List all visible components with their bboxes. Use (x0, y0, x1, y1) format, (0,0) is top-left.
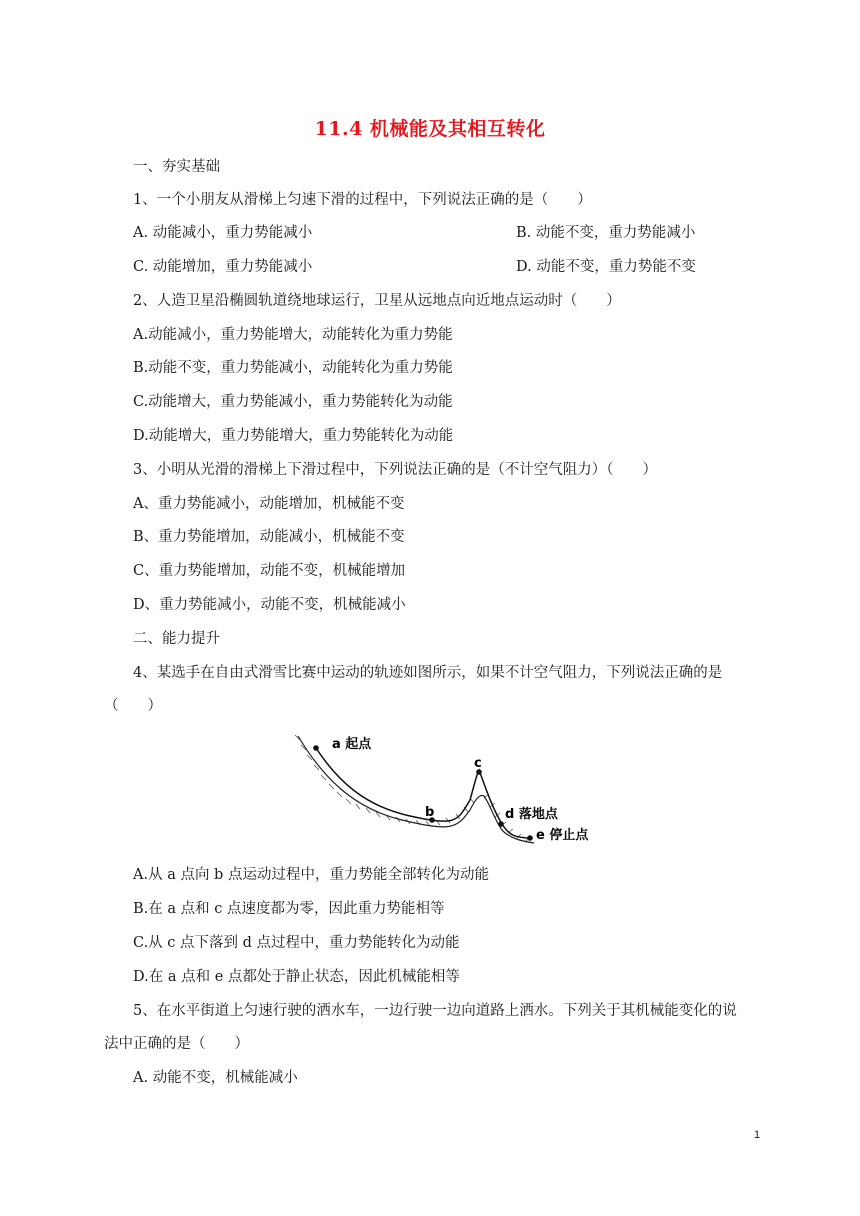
point-d-marker (498, 821, 504, 827)
question-2-stem: 2、人造卫星沿椭圆轨道绕地球运行，卫星从远地点向近地点运动时（ ） (133, 293, 621, 309)
section-heading-advanced: 二、能力提升 (133, 631, 220, 647)
question-4-option-d: D.在 a 点和 e 点都处于静止状态，因此机械能相等 (133, 969, 460, 985)
label-a-start: a 起点 (332, 737, 372, 752)
question-5-stem-line-1: 5、在水平街道上匀速行驶的洒水车，一边行驶一边向道路上洒水。下列关于其机械能变化的说 (133, 1003, 737, 1019)
question-1-option-a: A. 动能减小，重力势能减小 (133, 225, 313, 241)
point-e-marker (527, 835, 533, 841)
ski-track-figure (292, 728, 612, 852)
label-b: b (425, 805, 435, 820)
point-a-marker (313, 745, 319, 751)
question-3-option-b: B、重力势能增加，动能减小，机械能不变 (133, 529, 405, 545)
ground-line (298, 736, 534, 843)
section-heading-basic: 一、夯实基础 (133, 159, 220, 175)
label-d-landing: d 落地点 (505, 807, 558, 822)
page-number: 1 (754, 1129, 761, 1141)
label-e-stop: e 停止点 (536, 828, 589, 843)
question-1-options-row-2 (133, 258, 696, 276)
question-5-stem-line-2: 法中正确的是（ ） (104, 1036, 249, 1052)
question-1-stem: 1、一个小朋友从滑梯上匀速下滑的过程中，下列说法正确的是（ ） (133, 192, 592, 208)
question-1-option-d: D. 动能不变，重力势能不变 (516, 259, 696, 275)
question-4-option-c: C.从 c 点下落到 d 点过程中，重力势能转化为动能 (133, 935, 460, 951)
page-title: 11.4 机械能及其相互转化 (314, 118, 546, 140)
question-3-stem: 3、小明从光滑的滑梯上下滑过程中，下列说法正确的是（不计空气阻力）（ ） (133, 462, 657, 478)
question-1-options-row-1 (133, 224, 696, 242)
question-5-option-a: A. 动能不变，机械能减小 (133, 1070, 298, 1086)
question-1-option-c: C. 动能增加，重力势能减小 (133, 259, 313, 275)
question-2-option-d: D.动能增大，重力势能增大，重力势能转化为动能 (133, 428, 454, 444)
ground-hatching (295, 735, 530, 841)
question-3-option-d: D、重力势能减小，动能不变，机械能减小 (133, 597, 406, 613)
question-2-option-b: B.动能不变，重力势能减小，动能转化为重力势能 (133, 360, 453, 376)
question-3-option-a: A、重力势能减小，动能增加，机械能不变 (133, 496, 405, 512)
question-4-stem-line-2: （ ） (104, 698, 162, 714)
question-3-option-c: C、重力势能增加，动能不变，机械能增加 (133, 563, 406, 579)
question-4-stem-line-1: 4、某选手在自由式滑雪比赛中运动的轨迹如图所示，如果不计空气阻力，下列说法正确的是 (133, 665, 723, 681)
question-2-option-c: C.动能增大，重力势能减小，重力势能转化为动能 (133, 394, 453, 410)
label-c: c (474, 756, 482, 771)
question-1-option-b: B. 动能不变，重力势能减小 (516, 225, 696, 241)
question-2-option-a: A.动能减小，重力势能增大，动能转化为重力势能 (133, 327, 453, 343)
question-4-option-b: B.在 a 点和 c 点速度都为零，因此重力势能相等 (133, 901, 445, 917)
question-4-option-a: A.从 a 点向 b 点运动过程中，重力势能全部转化为动能 (133, 867, 489, 883)
